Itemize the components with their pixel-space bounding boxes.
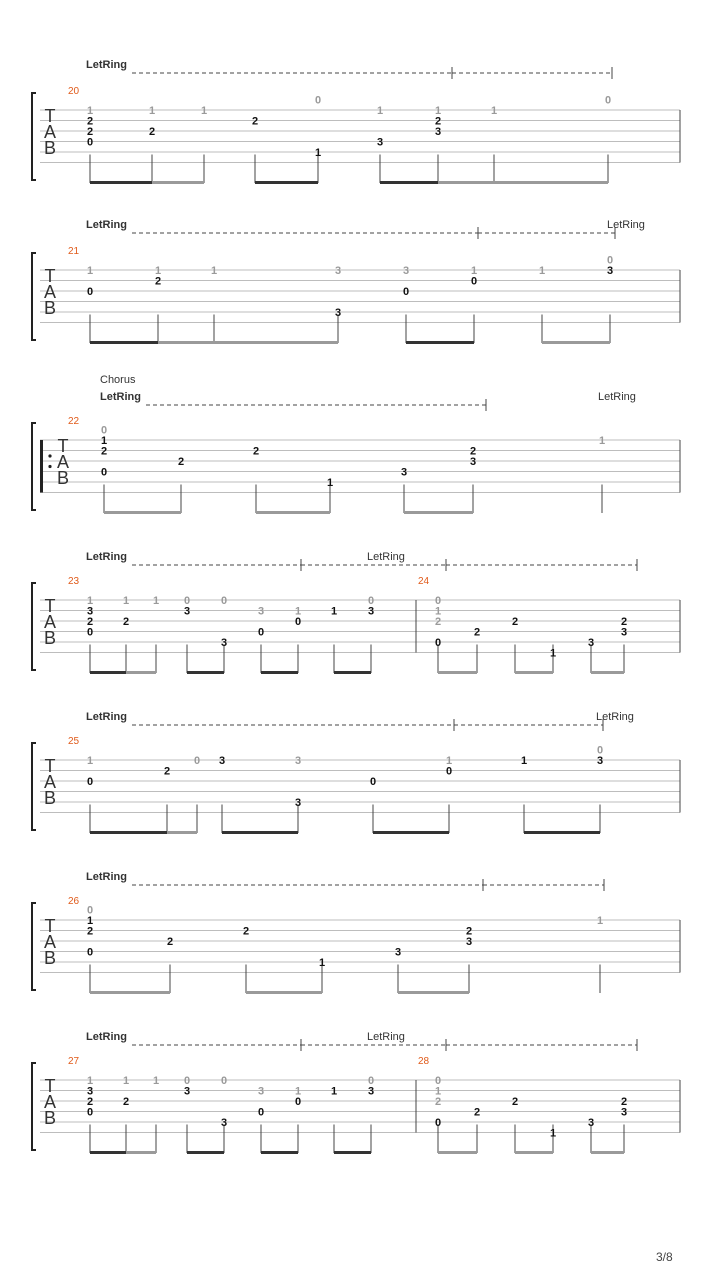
fret-number: 3: [587, 1117, 595, 1129]
fret-number: 3: [606, 265, 614, 277]
page-number: 3/8: [656, 1250, 673, 1264]
fret-number: 1: [549, 1127, 557, 1140]
tab-clef-letter: B: [43, 298, 57, 318]
fret-number: 1: [318, 957, 326, 969]
fret-number: 1: [434, 605, 442, 618]
let-ring-label: LetRing: [596, 711, 634, 723]
fret-number: 1: [294, 1085, 302, 1098]
fret-number: 0: [86, 904, 94, 917]
tab-clef-letter: B: [43, 788, 57, 808]
fret-number: 0: [470, 275, 478, 288]
fret-number: 1: [86, 595, 94, 607]
tab-clef-letter: A: [43, 122, 57, 142]
let-ring-label: LetRing: [86, 551, 127, 563]
note-beam: [542, 341, 610, 344]
section-marker: Chorus: [100, 374, 136, 386]
repeat-dot: [48, 465, 51, 468]
tab-clef-letter: A: [43, 612, 57, 632]
let-ring-label: LetRing: [607, 219, 645, 231]
note-beam: [334, 671, 371, 674]
fret-number: 1: [152, 595, 160, 607]
fret-number: 1: [314, 147, 322, 159]
tab-clef-letter: T: [44, 596, 56, 616]
fret-number: 2: [122, 616, 130, 628]
tab-system-7: [32, 1031, 680, 1154]
fret-number: 0: [434, 1117, 442, 1129]
fret-number: 3: [294, 755, 302, 767]
fret-number: 0: [434, 637, 442, 649]
tab-clef-letter: T: [44, 1076, 56, 1096]
fret-number: 2: [86, 616, 94, 628]
fret-number: 1: [122, 595, 130, 607]
fret-number: 1: [148, 105, 156, 117]
system-bracket: [32, 743, 36, 830]
tab-clef-letter: A: [43, 772, 57, 792]
fret-number: 3: [183, 605, 191, 618]
tab-clef-letter: B: [43, 628, 57, 648]
measure-number: 28: [418, 1056, 430, 1067]
fret-number: 1: [434, 105, 442, 117]
fret-number: 3: [220, 1117, 228, 1129]
tab-clef-letter: B: [43, 948, 57, 968]
note-beam: [187, 1151, 224, 1154]
fret-number: 3: [402, 265, 410, 277]
fret-number: 0: [596, 744, 604, 757]
fret-number: 2: [242, 925, 250, 938]
fret-number: 1: [538, 265, 546, 277]
fret-number: 1: [294, 605, 302, 618]
repeat-dot: [48, 454, 51, 457]
let-ring-label: LetRing: [598, 391, 636, 403]
tab-system-2: [32, 219, 680, 344]
let-ring-label: LetRing: [367, 1031, 405, 1043]
fret-number: 2: [154, 275, 162, 288]
fret-number: 0: [367, 595, 375, 607]
fret-number: 0: [100, 466, 108, 479]
measure-number: 27: [68, 1056, 80, 1067]
fret-number: 0: [314, 94, 322, 107]
fret-number: 3: [434, 126, 442, 138]
fret-number: 0: [183, 1075, 191, 1087]
fret-number: 0: [220, 1075, 228, 1087]
fret-number: 0: [294, 616, 302, 628]
fret-number: 0: [86, 1106, 94, 1119]
fret-number: 0: [183, 595, 191, 607]
fret-number: 2: [473, 626, 481, 639]
fret-number: 0: [294, 1096, 302, 1108]
tab-system-6: [32, 871, 680, 994]
fret-number: 0: [193, 755, 201, 767]
fret-number: 1: [86, 105, 94, 117]
note-beam: [187, 671, 224, 674]
fret-number: 2: [434, 115, 442, 128]
tab-clef-letter: T: [44, 106, 56, 126]
fret-number: 1: [86, 755, 94, 767]
let-ring-label: LetRing: [86, 711, 127, 723]
fret-number: 1: [376, 105, 384, 117]
fret-number: 2: [511, 1096, 519, 1108]
note-beam: [90, 341, 158, 344]
fret-number: 3: [469, 456, 477, 468]
fret-number: 2: [620, 1096, 628, 1108]
fret-number: 2: [86, 126, 94, 138]
fret-number: 0: [100, 424, 108, 437]
fret-number: 0: [369, 776, 377, 788]
fret-number: 3: [334, 265, 342, 277]
fret-number: 2: [122, 1096, 130, 1108]
note-beam: [438, 181, 494, 184]
note-beam: [214, 341, 338, 344]
fret-number: 0: [604, 94, 612, 107]
system-bracket: [32, 93, 36, 180]
fret-number: 1: [490, 105, 498, 117]
tab-clef-letter: A: [56, 452, 70, 472]
fret-number: 0: [606, 254, 614, 267]
fret-number: 3: [465, 936, 473, 948]
note-beam: [373, 831, 449, 834]
tab-clef-letter: B: [56, 468, 70, 488]
tab-clef-letter: A: [43, 932, 57, 952]
fret-number: 2: [177, 456, 185, 468]
fret-number: 2: [469, 445, 477, 458]
note-beam: [406, 341, 474, 344]
tab-clef-letter: T: [57, 436, 69, 456]
fret-number: 3: [394, 946, 402, 959]
fret-number: 0: [402, 286, 410, 298]
let-ring-label: LetRing: [86, 219, 127, 231]
measure-number: 24: [418, 576, 430, 587]
let-ring-label: LetRing: [86, 59, 127, 71]
fret-number: 3: [400, 466, 408, 479]
fret-number: 2: [148, 126, 156, 138]
fret-number: 1: [210, 265, 218, 277]
let-ring-label: LetRing: [367, 551, 405, 563]
fret-number: 0: [86, 136, 94, 149]
fret-number: 3: [86, 605, 94, 618]
measure-number: 23: [68, 576, 80, 587]
fret-number: 1: [86, 265, 94, 277]
fret-number: 3: [257, 605, 265, 618]
tab-system-3: [32, 374, 680, 514]
fret-number: 1: [445, 755, 453, 767]
fret-number: 0: [86, 946, 94, 959]
fret-number: 1: [598, 435, 606, 447]
let-ring-label: LetRing: [100, 391, 141, 403]
fret-number: 3: [596, 755, 604, 767]
repeat-bar: [40, 440, 43, 493]
fret-number: 2: [163, 765, 171, 778]
fret-number: 3: [86, 1085, 94, 1098]
fret-number: 1: [520, 755, 528, 767]
fret-number: 1: [100, 435, 108, 447]
note-beam: [152, 181, 204, 184]
fret-number: 0: [367, 1075, 375, 1087]
fret-number: 3: [218, 755, 226, 767]
system-bracket: [32, 583, 36, 670]
note-beam: [591, 671, 624, 674]
fret-number: 1: [86, 1075, 94, 1087]
fret-number: 1: [330, 1085, 338, 1098]
note-beam: [380, 181, 438, 184]
tab-clef-letter: A: [43, 1092, 57, 1112]
note-beam: [255, 181, 318, 184]
tab-clef-letter: B: [43, 138, 57, 158]
note-beam: [515, 671, 553, 674]
fret-number: 2: [100, 445, 108, 458]
fret-number: 1: [154, 265, 162, 277]
fret-number: 0: [434, 1075, 442, 1087]
fret-number: 3: [257, 1085, 265, 1098]
fret-number: 2: [465, 925, 473, 938]
note-beam: [261, 1151, 298, 1154]
measure-number: 22: [68, 416, 80, 427]
note-beam: [104, 511, 181, 514]
fret-number: 0: [257, 1106, 265, 1119]
note-beam: [90, 991, 170, 994]
fret-number: 1: [596, 915, 604, 927]
tab-system-5: [32, 711, 680, 834]
note-beam: [515, 1151, 553, 1154]
system-bracket: [32, 423, 36, 510]
fret-number: 2: [86, 115, 94, 128]
fret-number: 2: [434, 1096, 442, 1108]
note-beam: [167, 831, 197, 834]
tab-system-1: [32, 59, 680, 184]
fret-number: 1: [330, 605, 338, 618]
tab-clef-letter: T: [44, 916, 56, 936]
note-beam: [126, 671, 156, 674]
note-beam: [256, 511, 330, 514]
note-beam: [246, 991, 322, 994]
fret-number: 2: [620, 616, 628, 628]
note-beam: [398, 991, 469, 994]
system-bracket: [32, 253, 36, 340]
note-beam: [90, 1151, 126, 1154]
fret-number: 1: [470, 265, 478, 277]
note-beam: [438, 1151, 477, 1154]
fret-number: 0: [86, 776, 94, 788]
fret-number: 0: [445, 765, 453, 778]
fret-number: 0: [257, 626, 265, 639]
fret-number: 2: [434, 616, 442, 628]
note-beam: [404, 511, 473, 514]
note-beam: [591, 1151, 624, 1154]
fret-number: 3: [620, 1106, 628, 1119]
fret-number: 0: [86, 286, 94, 298]
fret-number: 3: [367, 605, 375, 618]
note-beam: [126, 1151, 156, 1154]
system-bracket: [32, 903, 36, 990]
note-beam: [90, 831, 167, 834]
system-bracket: [32, 1063, 36, 1150]
fret-number: 3: [367, 1085, 375, 1098]
fret-number: 2: [86, 1096, 94, 1108]
fret-number: 2: [251, 115, 259, 128]
fret-number: 3: [620, 626, 628, 639]
tab-clef-letter: B: [43, 1108, 57, 1128]
fret-number: 0: [86, 626, 94, 639]
measure-number: 20: [68, 86, 80, 97]
fret-number: 3: [587, 637, 595, 649]
fret-number: 3: [183, 1085, 191, 1098]
fret-number: 2: [86, 925, 94, 938]
tab-clef-letter: A: [43, 282, 57, 302]
fret-number: 2: [511, 616, 519, 628]
fret-number: 0: [220, 595, 228, 607]
fret-number: 1: [434, 1085, 442, 1098]
tab-clef-letter: T: [44, 266, 56, 286]
note-beam: [90, 671, 126, 674]
fret-number: 2: [473, 1106, 481, 1119]
note-beam: [261, 671, 298, 674]
fret-number: 1: [122, 1075, 130, 1087]
tab-clef-letter: T: [44, 756, 56, 776]
note-beam: [524, 831, 600, 834]
note-beam: [438, 671, 477, 674]
note-beam: [222, 831, 298, 834]
measure-number: 26: [68, 896, 80, 907]
let-ring-label: LetRing: [86, 871, 127, 883]
fret-number: 3: [294, 797, 302, 809]
fret-number: 1: [200, 105, 208, 117]
measure-number: 21: [68, 246, 80, 257]
note-beam: [158, 341, 214, 344]
fret-number: 1: [86, 915, 94, 927]
note-beam: [494, 181, 608, 184]
fret-number: 3: [376, 136, 384, 149]
tab-system-4: [32, 551, 680, 674]
fret-number: 1: [152, 1075, 160, 1087]
let-ring-label: LetRing: [86, 1031, 127, 1043]
note-beam: [334, 1151, 371, 1154]
fret-number: 1: [326, 477, 334, 489]
note-beam: [90, 181, 152, 184]
fret-number: 3: [334, 307, 342, 319]
fret-number: 3: [220, 637, 228, 649]
fret-number: 2: [166, 936, 174, 948]
fret-number: 0: [434, 595, 442, 607]
fret-number: 1: [549, 647, 557, 660]
measure-number: 25: [68, 736, 80, 747]
fret-number: 2: [252, 445, 260, 458]
